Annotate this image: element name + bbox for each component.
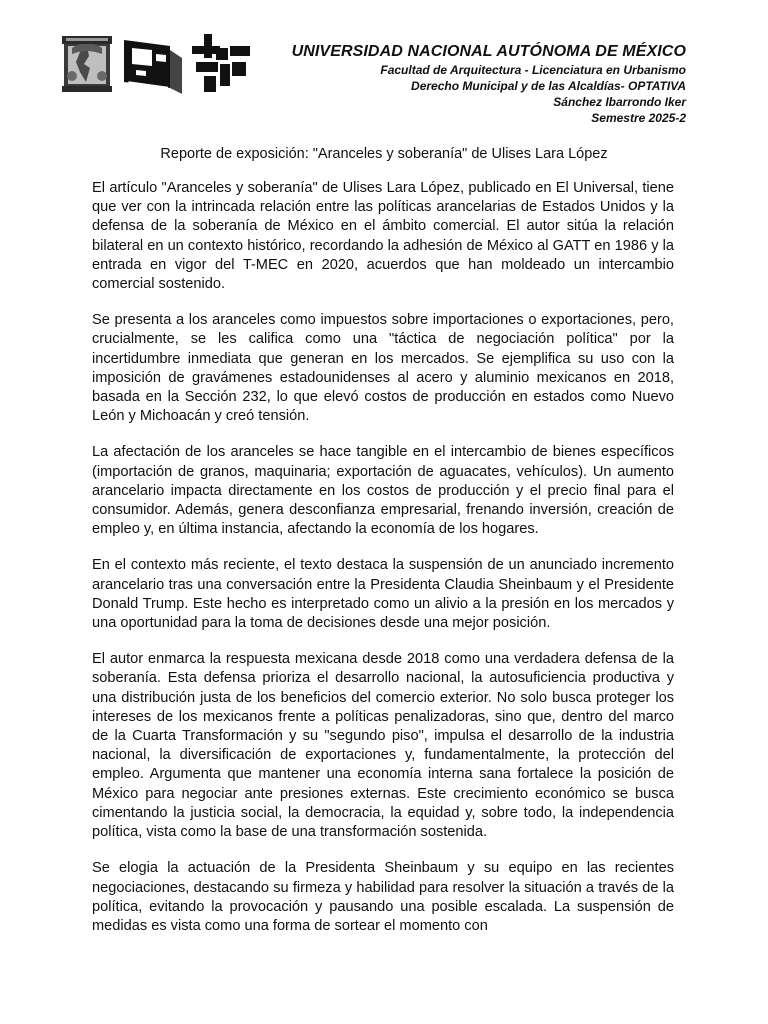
paragraph-4: En el contexto más reciente, el texto destaca la suspensión de un anunciado incremento arancelario tras una conversación entre la Presidenta Claudia Sheinbaum y el Presidente Donald Trump. Este hecho es interpretado como un alivio a la presión en los mercados y una oportunidad para la toma de decisiones desde una mejor posición. bbox=[92, 557, 674, 632]
paragraph-1: El artículo "Aranceles y soberanía" de Ulises Lara López, publicado en El Universal, tiene que ver con la intrincada relación entre las políticas arancelarias de Estados Unidos y la defensa de la soberanía de México en el ámbito comercial. El autor sitúa la relación bilateral en un contexto histórico, recordando la adhesión de México al GATT en 1986 y la entrada en vigor del T-MEC en 2020, acuerdos que han moldeado un intercambio comercial sostenido. bbox=[92, 180, 674, 293]
unam-seal-icon bbox=[58, 34, 116, 94]
header-text-block bbox=[292, 42, 686, 126]
document-header bbox=[56, 30, 686, 130]
urbanismo-logo-icon bbox=[190, 32, 252, 94]
document-title: Reporte de exposición: "Aranceles y soberanía" de Ulises Lara López bbox=[160, 146, 608, 162]
paragraph-2: Se presenta a los aranceles como impuestos sobre importaciones o exportaciones, pero, crucialmente, se les califica como una "táctica de negociación política" por la incertidumbre inmediata que generan en los mercados. Se ejemplifica su uso con la imposición de gravámenes estadounidenses al acero y aluminio mexicanos en 2018, basada en la Sección 232, lo que elevó costos de producción en estados como Nuevo León y Michoacán y creó tensión. bbox=[92, 312, 674, 425]
university-name: UNIVERSIDAD NACIONAL AUTÓNOMA DE MÉXICO bbox=[291, 43, 686, 60]
paragraph-6: Se elogia la actuación de la Presidenta Sheinbaum y su equipo en las recientes negociaciones, destacando su firmeza y habilidad para resolver la situación a través de la política, evitando la provocación y pausando una posible escalada. La suspensión de medidas es vista como una forma de sortear el momento con bbox=[92, 860, 674, 934]
faculty-line: Facultad de Arquitectura - Licenciatura en Urbanismo bbox=[380, 63, 686, 77]
logo-group bbox=[56, 30, 256, 100]
author-line: Sánchez Ibarrondo Iker bbox=[553, 95, 686, 109]
facultad-arquitectura-logo-icon bbox=[122, 36, 184, 96]
paragraph-5: El autor enmarca la respuesta mexicana desde 2018 como una verdadera defensa de la soberanía. Esta defensa prioriza el desarrollo nacional, la autosuficiencia productiva y una distribución justa de los beneficios del comercio exterior. No solo busca proteger los intereses de los mexicanos frente a políticas penalizadoras, sino que, dentro del marco de la Cuarta Transformación y su "segundo piso", impulsa el desarrollo de la industria nacional, la diversificación de exportaciones y, fundamentalmente, la protección del empleo. Argumenta que mantener una economía interna sana fortalece la posición de México para negociar ante presiones externas. Este crecimiento económico se busca cimentando la justicia social, la democracia, la equidad y, sobre todo, la independencia política, vista como la base de una transformación sostenida. bbox=[92, 651, 674, 841]
paragraph-3: La afectación de los aranceles se hace tangible en el intercambio de bienes específicos (importación de granos, maquinaria; exportación de aguacates, vehículos). Un aumento arancelario impacta directamente en los costos de producción y el precio final para el consumidor. Además, genera desconfianza empresarial, frenando inversión, creación de empleo y, en última instancia, afectando la economía de los hogares. bbox=[92, 444, 674, 538]
course-line: Derecho Municipal y de las Alcaldías- OPTATIVA bbox=[411, 79, 686, 93]
document-body bbox=[92, 179, 674, 953]
semester-line: Semestre 2025-2 bbox=[591, 111, 686, 125]
